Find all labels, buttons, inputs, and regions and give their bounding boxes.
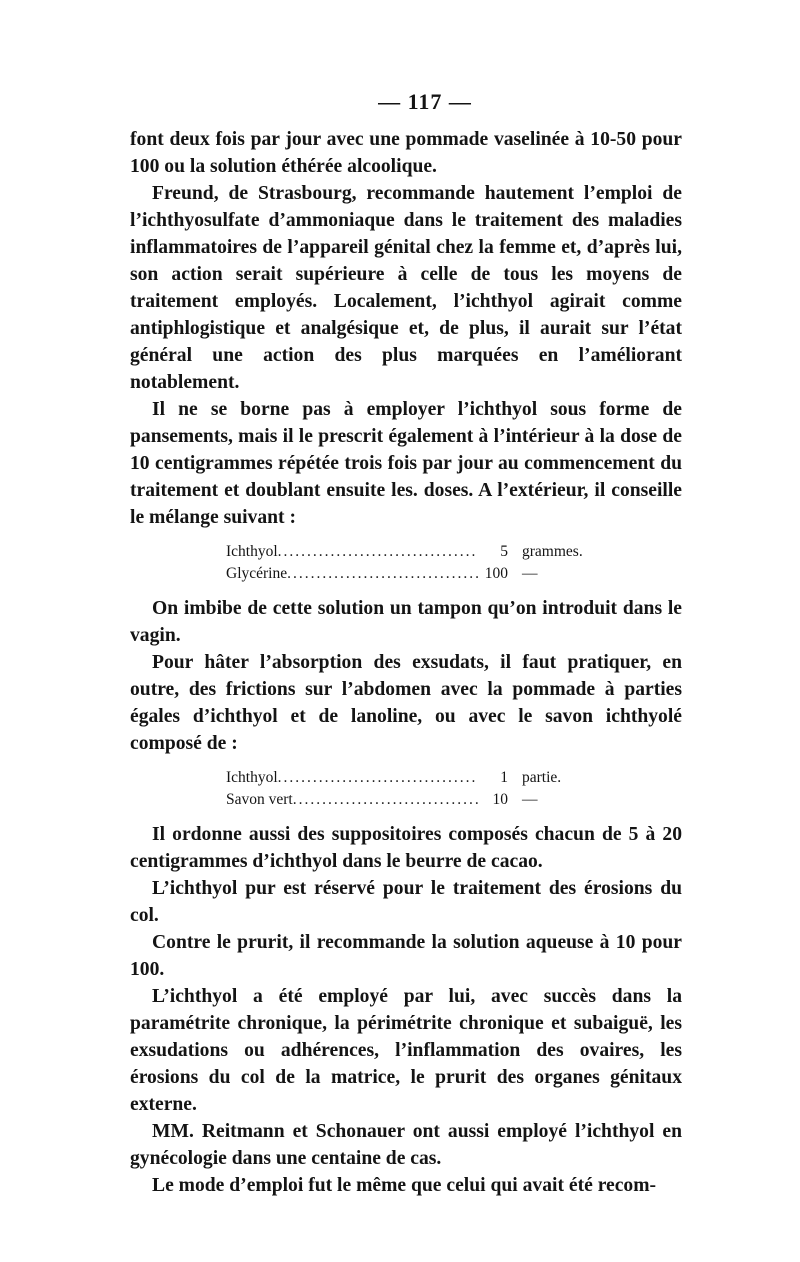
page-number: — 117 — (378, 89, 472, 114)
ingredient-unit: partie. (522, 769, 562, 786)
paragraph-7: L’ichthyol pur est réservé pour le traitement des érosions du col. (130, 878, 682, 926)
paragraph-4: On imbibe de cette solution un tampon qu’on introduit dans le vagin. (130, 598, 682, 646)
recipe-glycerine-mixture (226, 541, 606, 585)
dot-leader (278, 541, 478, 563)
ingredient-unit: grammes. (522, 543, 583, 560)
dot-leader (287, 563, 478, 585)
book-page (130, 88, 682, 1199)
paragraph-10: MM. Reitmann et Schonauer ont aussi employé l’ichthyol en gynécologie dans une centaine de cas. (130, 1121, 682, 1169)
ingredient-name: Glycérine (226, 565, 288, 582)
recipe-row (226, 563, 606, 585)
recipe-ichthyol-soap (226, 767, 606, 811)
ingredient-quantity: 1 (500, 769, 508, 786)
paragraph-3: Il ne se borne pas à employer l’ichthyol sous forme de pansements, mais il le prescrit également à l’intérieur à la dose de 10 centigrammes répétée trois fois par jour au commencement du traitement et doublant ensuite les. doses. A l’extérieur, il conseille le mélange suivant : (130, 399, 682, 528)
paragraph-9: L’ichthyol a été employé par lui, avec succès dans la paramétrite chronique, la périmétrite chronique et subaiguë, les exsudations ou adhérences, l’inflammation des ovaires, les érosions du col de la matrice, le prurit des organes génitaux externe. (130, 986, 682, 1115)
ingredient-name: Ichthyol (226, 769, 278, 786)
ingredient-unit: — (522, 565, 538, 582)
paragraph-6: Il ordonne aussi des suppositoires composés chacun de 5 à 20 centigrammes d’ichthyol dans le beurre de cacao. (130, 824, 682, 872)
recipe-row (226, 541, 606, 563)
ingredient-name: Savon vert (226, 791, 293, 808)
paragraph-2: Freund, de Strasbourg, recommande hautement l’emploi de l’ichthyosulfate d’ammoniaque dans le traitement des maladies inflammatoires de l’appareil génital chez la femme et, d’après lui, son action serait supérieure à celle de tous les moyens de traitement employés. Localement, l’ichthyol agirait comme antiphlogistique et analgésique et, de plus, il aurait sur l’état général une action des plus marquées en l’améliorant notablement. (130, 183, 682, 393)
paragraph-8: Contre le prurit, il recommande la solution aqueuse à 10 pour 100. (130, 932, 682, 980)
ingredient-unit: — (522, 791, 538, 808)
dot-leader (293, 789, 478, 811)
paragraph-1: font deux fois par jour avec une pommade vaselinée à 10-50 pour 100 ou la solution éthérée alcoolique. (130, 129, 682, 177)
paragraph-11: Le mode d’emploi fut le même que celui qui avait été recom- (152, 1175, 657, 1196)
dot-leader (278, 767, 478, 789)
recipe-row (226, 789, 606, 811)
ingredient-quantity: 5 (500, 543, 508, 560)
paragraph-5: Pour hâter l’absorption des exsudats, il faut pratiquer, en outre, des frictions sur l’abdomen avec la pommade à parties égales d’ichthyol et de lanoline, ou avec le savon ichthyolé composé de : (130, 652, 682, 754)
ingredient-quantity: 100 (484, 565, 508, 582)
ingredient-quantity: 10 (492, 791, 508, 808)
ingredient-name: Ichthyol (226, 543, 278, 560)
recipe-row (226, 767, 606, 789)
